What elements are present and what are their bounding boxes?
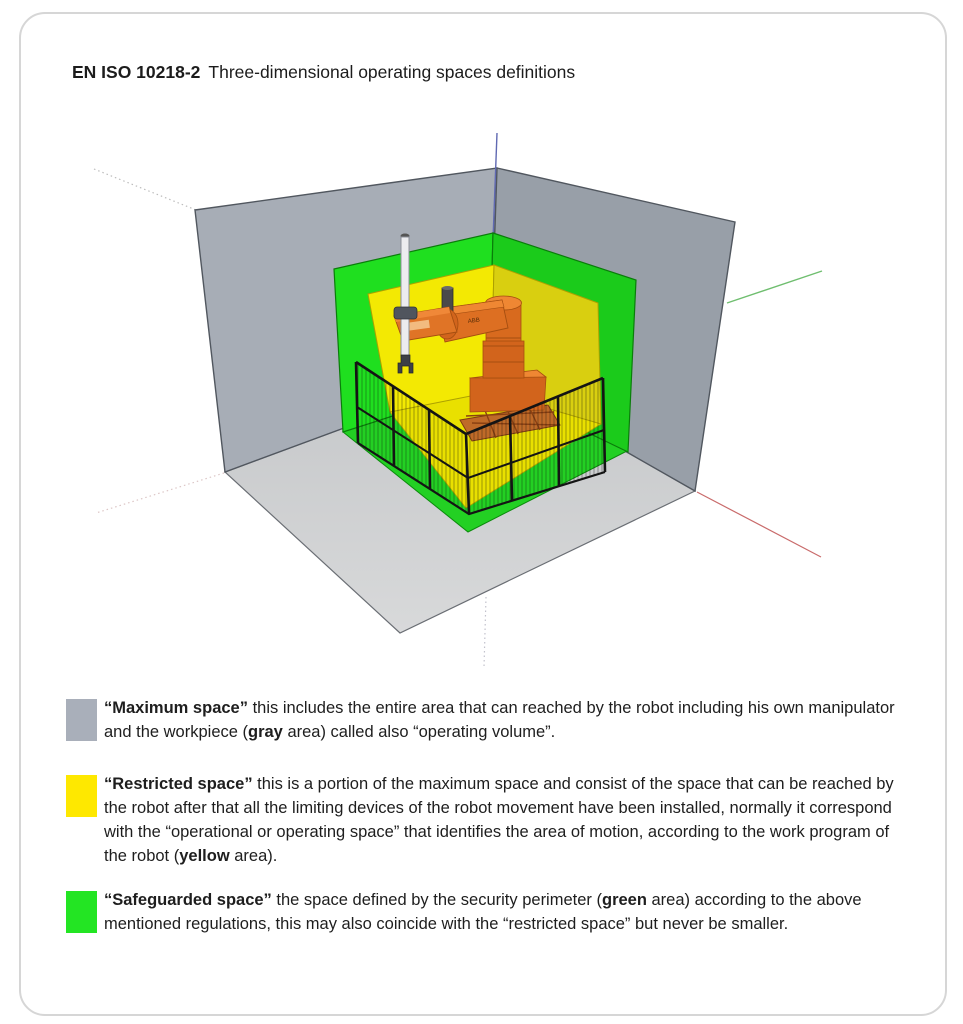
maximum-space-definition: “Maximum space” this includes the entire area that can reached by the robot including his own manipulator and the workpiece (gray area) called also “operating volume”.	[104, 699, 895, 741]
title-text: Three-dimensional operating spaces definitions	[208, 62, 576, 82]
robot-slide-pole	[401, 237, 409, 357]
axis-red-dotted	[96, 473, 224, 513]
robot-elbow-pin-cap	[442, 286, 453, 290]
legend-row-safeguarded-space	[66, 888, 904, 936]
axis-blue-dotted	[484, 597, 486, 667]
safeguarded-space-swatch	[66, 891, 97, 933]
robot-brand-label: ABB	[467, 317, 481, 325]
axis-red-solid	[697, 492, 821, 557]
maximum-space-swatch	[66, 699, 97, 741]
axis-green-solid	[727, 271, 822, 303]
safeguarded-space-definition: “Safeguarded space” the space defined by the security perimeter (green area) according to the above mentioned regulations, this may also coincide with the “restricted space” but never be smaller.	[104, 891, 862, 933]
legend-row-restricted-space	[66, 772, 904, 868]
restricted-space-definition: “Restricted space” this is a portion of the maximum space and consist of the space that can be reached by the robot after that all the limiting devices of the robot movement have been installed, normally it correspond with the “operational or operating space” that identifies the area of motion, according to the work program of the robot (yellow area).	[104, 775, 894, 865]
restricted-space-swatch	[66, 775, 97, 817]
axis-green-dotted	[94, 169, 196, 210]
standard-code: EN ISO 10218-2	[72, 62, 201, 82]
robot-slide-collar	[394, 307, 417, 319]
legend-row-maximum-space	[66, 696, 904, 744]
